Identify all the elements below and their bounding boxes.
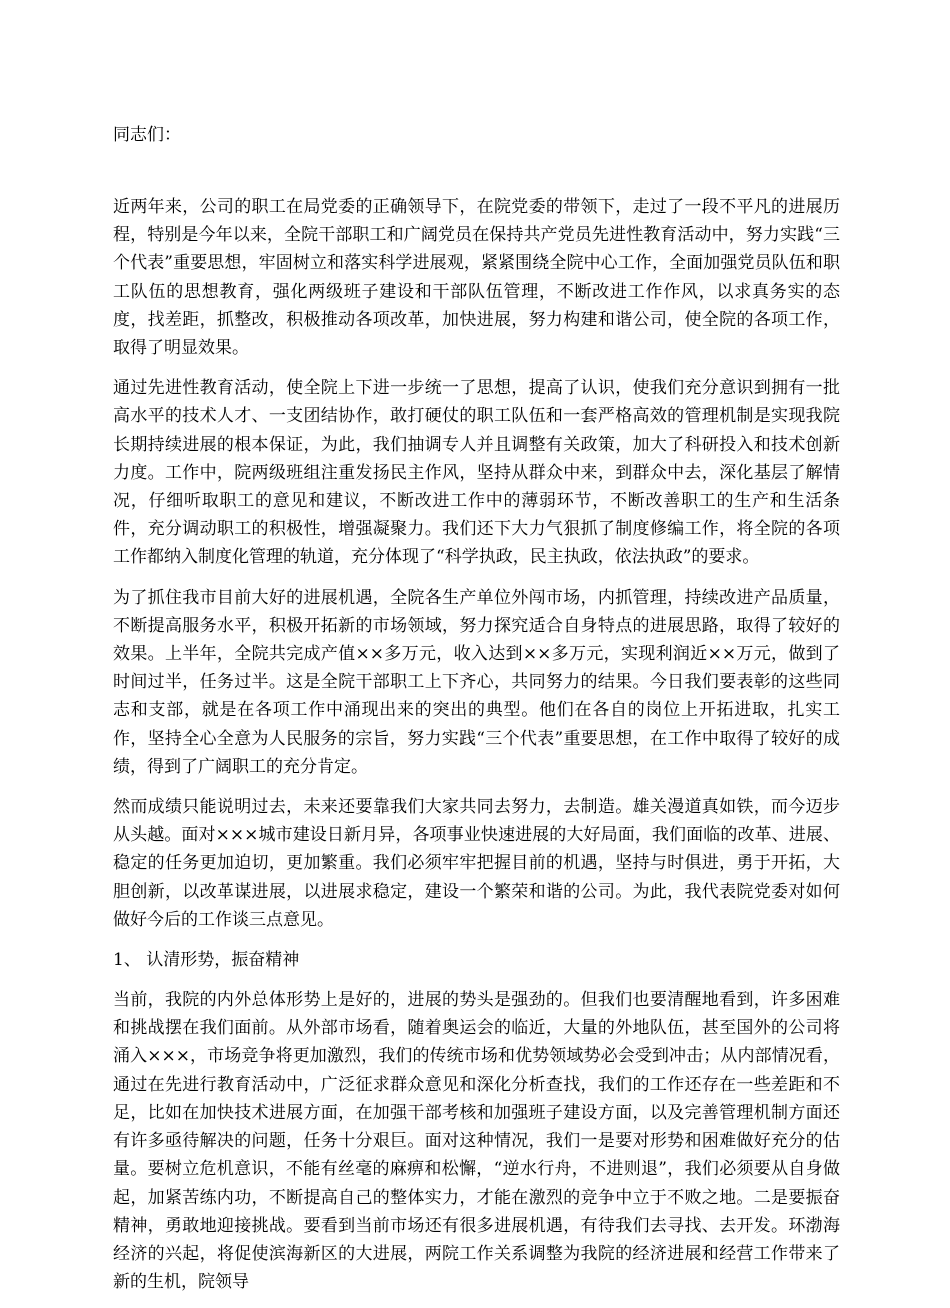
salutation: 同志们： (113, 125, 181, 145)
paragraph-3: 为了抓住我市目前大好的进展机遇，全院各生产单位外闯市场，内抓管理，持续改进产品质量，不断提高服务水平，积极开拓新的市场领域，努力探究适合自身特点的进展思路，取得了较好的效果。上半年，全院共完成产值××多万元，收入达到××多万元，实现利润近××万元，做到了时间过半，任务过半。这是全院干部职工上下齐心，共同努力的结果。今日我们要表彰的这些同志和支部，就是在各项工作中涌现出来的突出的典型。他们在各自的岗位上开拓进取，扎实工作，坚持全心全意为人民服务的宗旨，努力实践“三个代表”重要思想，在工作中取得了较好的成绩，得到了广阔职工的充分肯定。 (113, 587, 840, 777)
paragraph-4: 然而成绩只能说明过去，未来还要靠我们大家共同去努力，去制造。雄关漫道真如铁，而今迈步从头越。面对×××城市建设日新月异，各项事业快速进展的大好局面，我们面临的改革、进展、稳定的任务更加迫切，更加繁重。我们必须牢牢把握目前的机遇，坚持与时俱进，勇于开拓，大胆创新，以改革谋进展，以进展求稳定，建设一个繁荣和谐的公司。为此，我代表院党委对如何做好今后的工作谈三点意见。 (113, 797, 840, 930)
paragraph-5: 当前，我院的内外总体形势上是好的，进展的势头是强劲的。但我们也要清醒地看到，许多困难和挑战摆在我们面前。从外部市场看，随着奥运会的临近，大量的外地队伍，甚至国外的公司将涌入×××，市场竞争将更加激烈，我们的传统市场和优势领域势必会受到冲击；从内部情况看，通过在先进行教育活动中，广泛征求群众意见和深化分析查找，我们的工作还存在一些差距和不足，比如在加快技术进展方面，在加强干部考核和加强班子建设方面，以及完善管理机制方面还有许多亟待解决的问题，任务十分艰巨。面对这种情况，我们一是要对形势和困难做好充分的估量。要树立危机意识，不能有丝毫的麻痹和松懈，“逆水行舟，不进则退”，我们必须要从自身做起，加紧苦练内功，不断提高自己的整体实力，才能在激烈的竞争中立于不败之地。二是要振奋精神，勇敢地迎接挑战。要看到当前市场还有很多进展机遇，有待我们去寻找、去开发。环渤海经济的兴起，将促使滨海新区的大进展，两院工作关系调整为我院的经济进展和经营工作带来了新的生机，院领导 (113, 990, 840, 1293)
section-heading-1: 1、 认清形势，振奋精神 (113, 950, 300, 971)
document-body (113, 193, 840, 1308)
paragraph-2: 通过先进性教育活动，使全院上下进一步统一了思想，提高了认识，使我们充分意识到拥有一批高水平的技术人才、一支团结协作，敢打硬仗的职工队伍和一套严格高效的管理机制是实现我院长期持续进展的根本保证，为此，我们抽调专人并且调整有关政策，加大了科研投入和技术创新力度。工作中，院两级班组注重发扬民主作风，坚持从群众中来，到群众中去，深化基层了解情况，仔细听取职工的意见和建议，不断改进工作中的薄弱环节，不断改善职工的生产和生活条件，充分调动职工的积极性，增强凝聚力。我们还下大力气狠抓了制度修编工作，将全院的各项工作都纳入制度化管理的轨道，充分体现了“科学执政，民主执政，依法执政”的要求。 (113, 378, 840, 568)
paragraph-1: 近两年来，公司的职工在局党委的正确领导下，在院党委的带领下，走过了一段不平凡的进展历程，特别是今年以来，全院干部职工和广阔党员在保持共产党员先进性教育活动中，努力实践“三个代表”重要思想，牢固树立和落实科学进展观，紧紧围绕全院中心工作，全面加强党员队伍和职工队伍的思想教育，强化两级班子建设和干部队伍管理，不断改进工作作风，以求真务实的态度，找差距，抓整改，积极推动各项改革，加快进展，努力构建和谐公司，使全院的各项工作，取得了明显效果。 (113, 197, 840, 359)
